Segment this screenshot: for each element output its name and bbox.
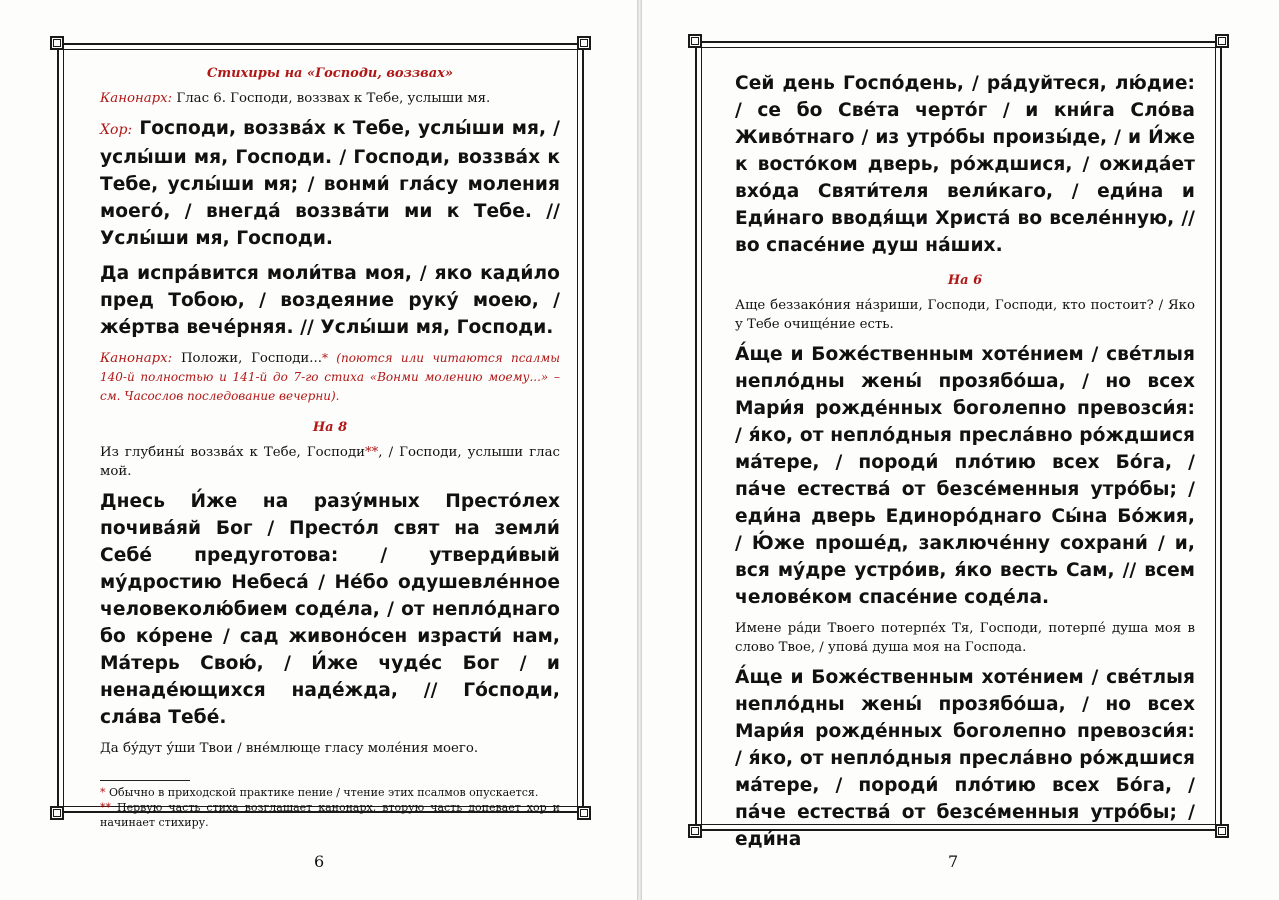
section-heading: На 8 [312,420,348,435]
sticheron-text: А́ще и Боже́ственным хоте́нием / све́тлыя непло́дны жены́ прозябо́ша, / но всех Мари́я рожде́нных боголепно превозси́я: / я́ко, от непло́дныя пресла́вно ро́ждшися ма́тере, / породи́ пло́тию всех Бо́га, / па́че естества́ от безсе́менныя утро́бы; / еди́на дверь Единоро́днаго Сы́на Бо́жия, / Ю́же проше́д, заключе́нну сохрани́ / и, вся му́дре устро́ив, я́ко весть Сам, // всем челове́ком спасе́ние соде́ла. [735,344,1195,608]
section-heading: Стихиры на «Господи, воззвах» [206,66,454,81]
footnote-rule [100,780,190,781]
right-page-text [735,70,1195,861]
left-page-text [100,66,560,830]
frame-corner-ornament [577,806,591,820]
choir-sticheron: Хор: Господи, воззва́х к Тебе, услы́ши мя, / услы́ши мя, Господи. / Господи, воззва́х к Тебе, услы́ши мя; / вонми́ гла́су моления моего́, / внегда́ воззва́ти ми к Тебе. // Услы́ши мя, Господи. [100,118,560,249]
frame-corner-ornament [50,806,64,820]
sticheron-text: Днесь И́же на разу́мных Престо́лех почива́яй Бог / Престо́л свят на земли́ Себе́ предуготова: / утверди́вый му́дростию Небеса́ / Не́бо одушевле́нное человеколю́бием соде́ла, / от непло́днаго бо ко́рене / сад живоно́сен израсти́ нам, Ма́терь Свою́, / И́же чуде́с Бог / и ненаде́ющихся наде́жда, // Го́споди, сла́ва Тебе́. [100,491,560,728]
psalm-verse: Имене ра́ди Твоего потерпе́х Тя, Господи, потерпе́ душа моя в слово Твое, / упова́ душа моя на Господа. [735,621,1195,655]
kanonarh-verse: Канонарх: Глас 6. Господи, воззвах к Тебе, услыши мя. [100,91,491,106]
page-number: 7 [948,852,959,871]
frame-corner-ornament [577,36,591,50]
sticheron-text: Да испра́вится моли́тва моя, / яко кади́ло пред Тобою, / воздеяние руку́ моею, / же́ртва вече́рняя. // Услы́ши мя, Господи. [100,263,560,338]
frame-corner-ornament [1215,824,1229,838]
sticheron-text: Сей день Госпо́день, / ра́дуйтеся, лю́дие: / се бо Све́та черто́г / и кни́га Сло́ва Живо́тнаго / из утро́бы произы́де, / и И́же к восто́ком дверь, ро́ждшися, / ожида́ет вхо́да Святи́теля вели́каго, / еди́на и Еди́наго вводя́щи Христа́ во вселе́нную, // во спасе́ние душ на́ших. [735,73,1195,256]
psalm-verse: Аще беззако́ния на́зриши, Господи, Господи, кто постоит? / Яко у Тебе очище́ние есть. [735,298,1195,332]
psalm-verse: Из глубины́ воззва́х к Тебе, Господи**, / Господи, услыши глас мой. [100,445,561,479]
kanonarh-instruction: Канонарх: Положи, Господи...* (поются или читаются псалмы 140-й полностью и 141-й до 7-го стиха «Вонми молению моему...» – см. Часослов последование вечерни). [100,351,560,403]
section-heading: На 6 [947,273,983,288]
footnote: ** Первую часть стиха возглашает канонарх, вторую часть допевает хор и начинает стихиру. [100,801,560,829]
frame-corner-ornament [50,36,64,50]
sticheron-text: А́ще и Боже́ственным хоте́нием / све́тлыя непло́дны жены́ прозябо́ша, / но всех Мари́я рожде́нных боголепно превозси́я: / я́ко, от непло́дныя пресла́вно ро́ждшися ма́тере, / породи́ пло́тию всех Бо́га, / па́че естества́ от безсе́менныя утро́бы; / еди́на [735,667,1195,850]
frame-corner-ornament [688,34,702,48]
frame-corner-ornament [688,824,702,838]
page-number: 6 [314,852,325,871]
frame-corner-ornament [1215,34,1229,48]
footnote: * Обычно в приходской практике пение / чтение этих псалмов опускается. [100,786,539,799]
psalm-verse: Да бу́дут у́ши Твои / вне́млюще гласу моле́ния моего. [100,741,479,756]
